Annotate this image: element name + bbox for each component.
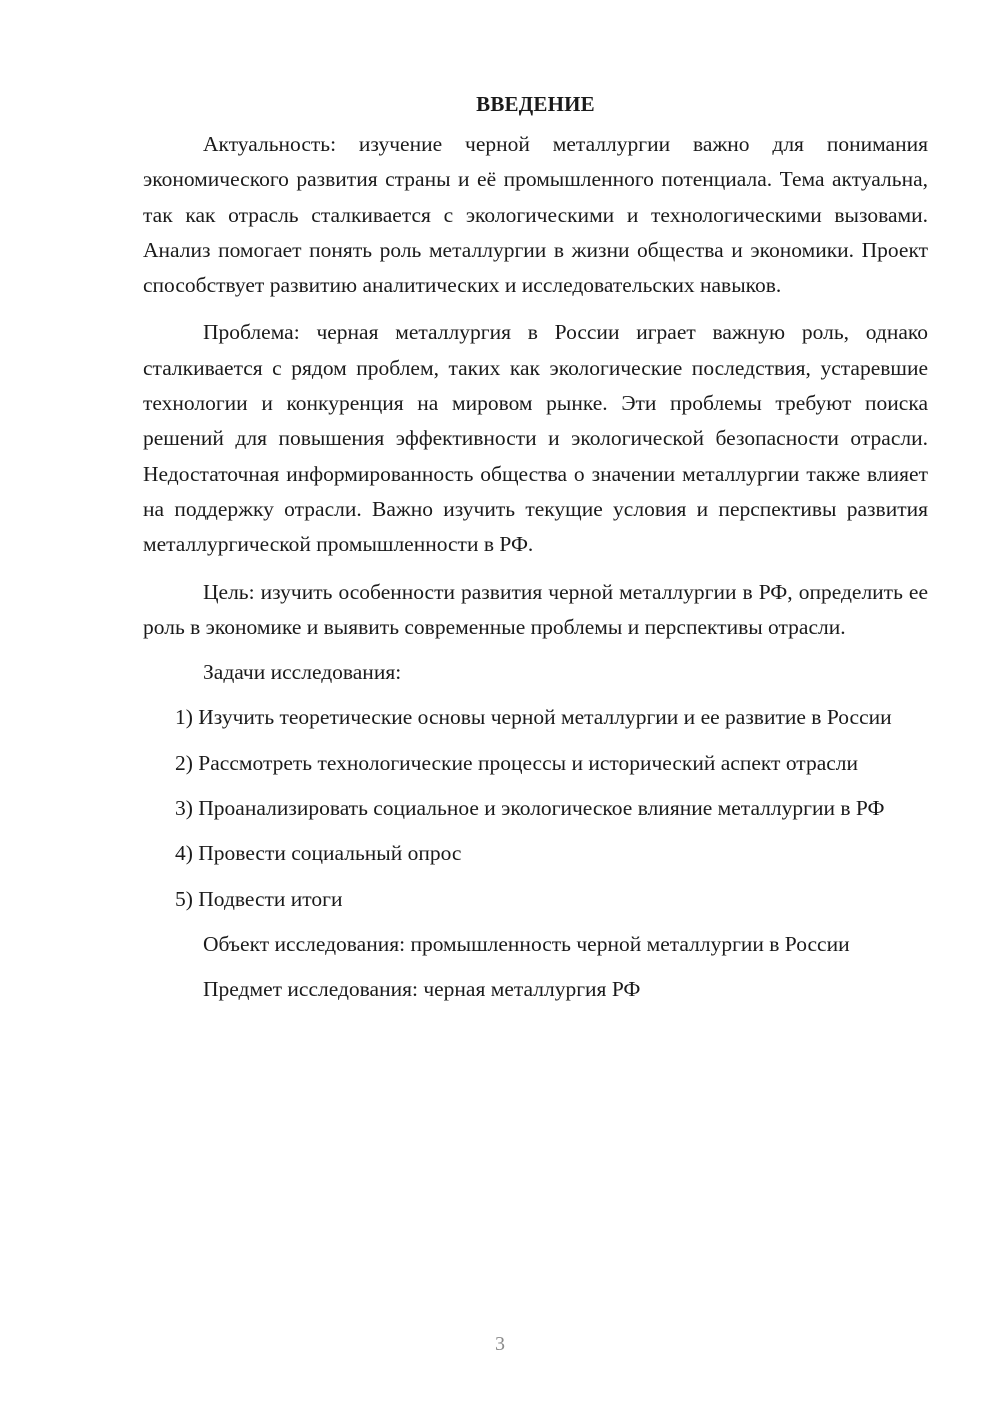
- task-item-4: 4) Провести социальный опрос: [175, 841, 462, 866]
- task-item-5: 5) Подвести итоги: [175, 886, 343, 911]
- task-item-1: 1) Изучить теоретические основы черной металлургии и ее развитие в России: [175, 705, 892, 730]
- paragraph-problem: Проблема: черная металлургия в России играет важную роль, однако сталкивается с рядом проблем, таких как экологические последствия, устаревшие технологии и конкуренция на мировом рынке. Эти проблемы требуют поиска решений для повышения эффективности и экологической безопасности отрасли. Недостаточная информированность общества о значении металлургии также влияет на поддержку отрасли. Важно изучить текущие условия и перспективы развития металлургической промышленности в РФ.: [143, 320, 928, 557]
- document-page: [143, 92, 928, 1008]
- paragraph-goal: Цель: изучить особенности развития черной металлургии в РФ, определить ее роль в экономике и выявить современные проблемы и перспективы отрасли.: [143, 579, 928, 639]
- document-title: ВВЕДЕНИЕ: [476, 92, 595, 116]
- paragraph-subject: Предмет исследования: черная металлургия РФ: [203, 977, 641, 1002]
- tasks-heading: Задачи исследования:: [203, 660, 402, 685]
- paragraph-relevance: Актуальность: изучение черной металлургии важно для понимания экономического развития страны и её промышленного потенциала. Тема актуальна, так как отрасль сталкивается с экологическими и технологическими вызовами. Анализ помогает понять роль металлургии в жизни общества и экономики. Проект способствует развитию аналитических и исследовательских навыков.: [143, 132, 928, 298]
- task-item-2: 2) Рассмотреть технологические процессы и исторический аспект отрасли: [175, 750, 859, 775]
- page-number: 3: [495, 1333, 505, 1355]
- task-item-3: 3) Проанализировать социальное и экологическое влияние металлургии в РФ: [175, 796, 885, 821]
- paragraph-object: Объект исследования: промышленность черной металлургии в России: [203, 931, 850, 956]
